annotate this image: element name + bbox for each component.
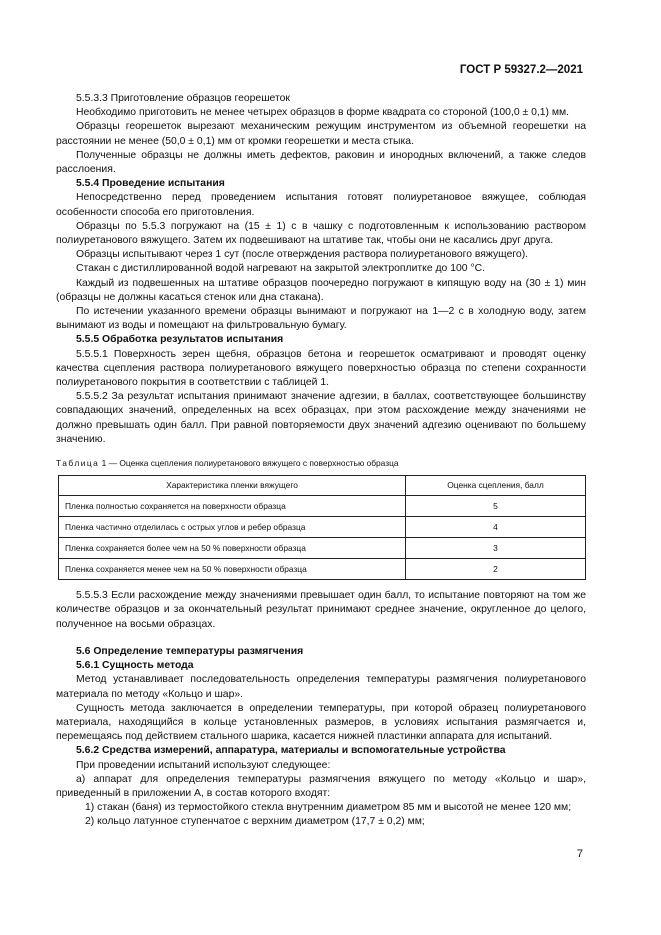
adhesion-table [58,475,586,580]
table-row [59,538,586,559]
paragraph: Стакан с дистиллированной водой нагревают на закрытой электроплитке до 100 °С. [76,263,485,275]
column-header: Оценка сцепления, балл [406,476,586,496]
table-cell: 2 [406,559,586,580]
paragraph: Образцы по 5.5.3 погружают на (15 ± 1) с в чашку с подготовленным к использованию раствором полиуретанового вяжущего. Затем их подвешивают на штативе так, чтобы они не касались друг друга. [56,220,586,247]
list-item: а) аппарат для определения температуры размягчения вяжущего по методу «Кольцо и шар», приведенный в приложении А, в состав которого входят: [56,773,586,799]
paragraph: Полученные образцы не должны иметь дефектов, раковин и инородных включений, а также следов расслоения. [56,149,586,176]
paragraph: По истечении указанного времени образцы вынимают и погружают на 1—2 с в холодную воду, затем вынимают из воды и помещают на фильтровальную бумагу. [56,306,586,332]
page-number: 7 [576,848,583,860]
section-heading: 5.5.4 Проведение испытания [76,178,225,190]
table-cell: Пленка сохраняется менее чем на 50 % поверхности образца [59,559,406,580]
table-caption-label: Таблица [56,458,100,469]
paragraph: При проведении испытаний используют следующее: [76,759,331,771]
subsection-title: 5.5.3.3 Приготовление образцов георешеток [76,93,290,104]
table-cell: Пленка полностью сохраняется на поверхности образца [59,496,406,517]
paragraph: Образцы георешеток вырезают механическим режущим инструментом из объемной георешетки на расстоянии не менее (50,0 ± 0,1) мм от кромки георешетки и места стыка. [56,121,586,147]
paragraph: Каждый из подвешенных на штативе образцов поочередно погружают в кипящую воду на (30 ± 1) мин (образцы не должны касаться стенок или дна стакана). [56,277,586,303]
section-heading: 5.6 Определение температуры размягчения [76,645,304,657]
paragraph: Непосредственно перед проведением испытания готовят полиуретановое вяжущее, соблюдая особенности способа его приготовления. [56,192,586,218]
page-body [56,92,586,830]
paragraph: Метод устанавливает последовательность определения температуры размягчения полиуретанового материала по методу «Кольцо и шар». [56,674,586,700]
table-cell: 4 [406,517,586,538]
paragraph: Сущность метода заключается в определении температуры, при которой образец полиуретанового материала, находящийся в кольце установленных размеров, в условиях испытания размягчается и, перемещаясь под действием стального шарика, касается нижней пластинки аппарата для испытаний. [56,702,586,743]
table-header-row [59,476,586,496]
table-caption [56,456,586,470]
list-item: 1) стакан (баня) из термостойкого стекла внутренним диаметром 85 мм и высотой не менее 120 мм; [85,802,572,814]
paragraph: Необходимо приготовить не менее четырех образцов в форме квадрата со стороной (100,0 ± 0,1) мм. [76,107,570,119]
table-row [59,517,586,538]
table-row [59,496,586,517]
section-heading: 5.6.2 Средства измерений, аппаратура, материалы и вспомогательные устройства [76,745,506,757]
paragraph: 5.5.5.1 Поверхность зерен щебня, образцов бетона и георешеток осматривают и проводят оценку качества сцепления раствора полиуретанового вяжущего поверхностью образца по степени сохранности полиуретанового покрытия в соответствии с таблицей 1. [56,348,586,389]
table-caption-text: 1 — Оценка сцепления полиуретанового вяжущего с поверхностью образца [101,458,399,469]
table-cell: Пленка сохраняется более чем на 50 % поверхности образца [59,538,406,559]
table-cell: 3 [406,538,586,559]
table-cell: 5 [406,496,586,517]
section-heading: 5.5.5 Обработка результатов испытания [76,334,284,346]
paragraph: 5.5.5.3 Если расхождение между значениями превышает один балл, то испытание повторяют на том же количестве образцов и за окончательный результат принимают среднее значение, округленное до целого, полученное на восьми образцах. [56,590,586,630]
section-heading: 5.6.1 Сущность метода [76,660,194,672]
document-code: ГОСТ Р 59327.2—2021 [459,64,583,76]
table-row [59,559,586,580]
paragraph: 5.5.5.2 За результат испытания принимают значение адгезии, в баллах, соответствующее большинству совпадающих значений, определенных на всех образцах, при этом расхождение между значениями не должно превышать один балл. При равной повторяемости двух значений адгезию оценивают по большему значению. [56,391,586,445]
list-item: 2) кольцо латунное ступенчатое с верхним диаметром (17,7 ± 0,2) мм; [85,816,425,828]
table-cell: Пленка частично отделилась с острых углов и ребер образца [59,517,406,538]
column-header: Характеристика пленки вяжущего [59,476,406,496]
paragraph: Образцы испытывают через 1 сут (после отверждения раствора полиуретанового вяжущего). [76,249,529,261]
